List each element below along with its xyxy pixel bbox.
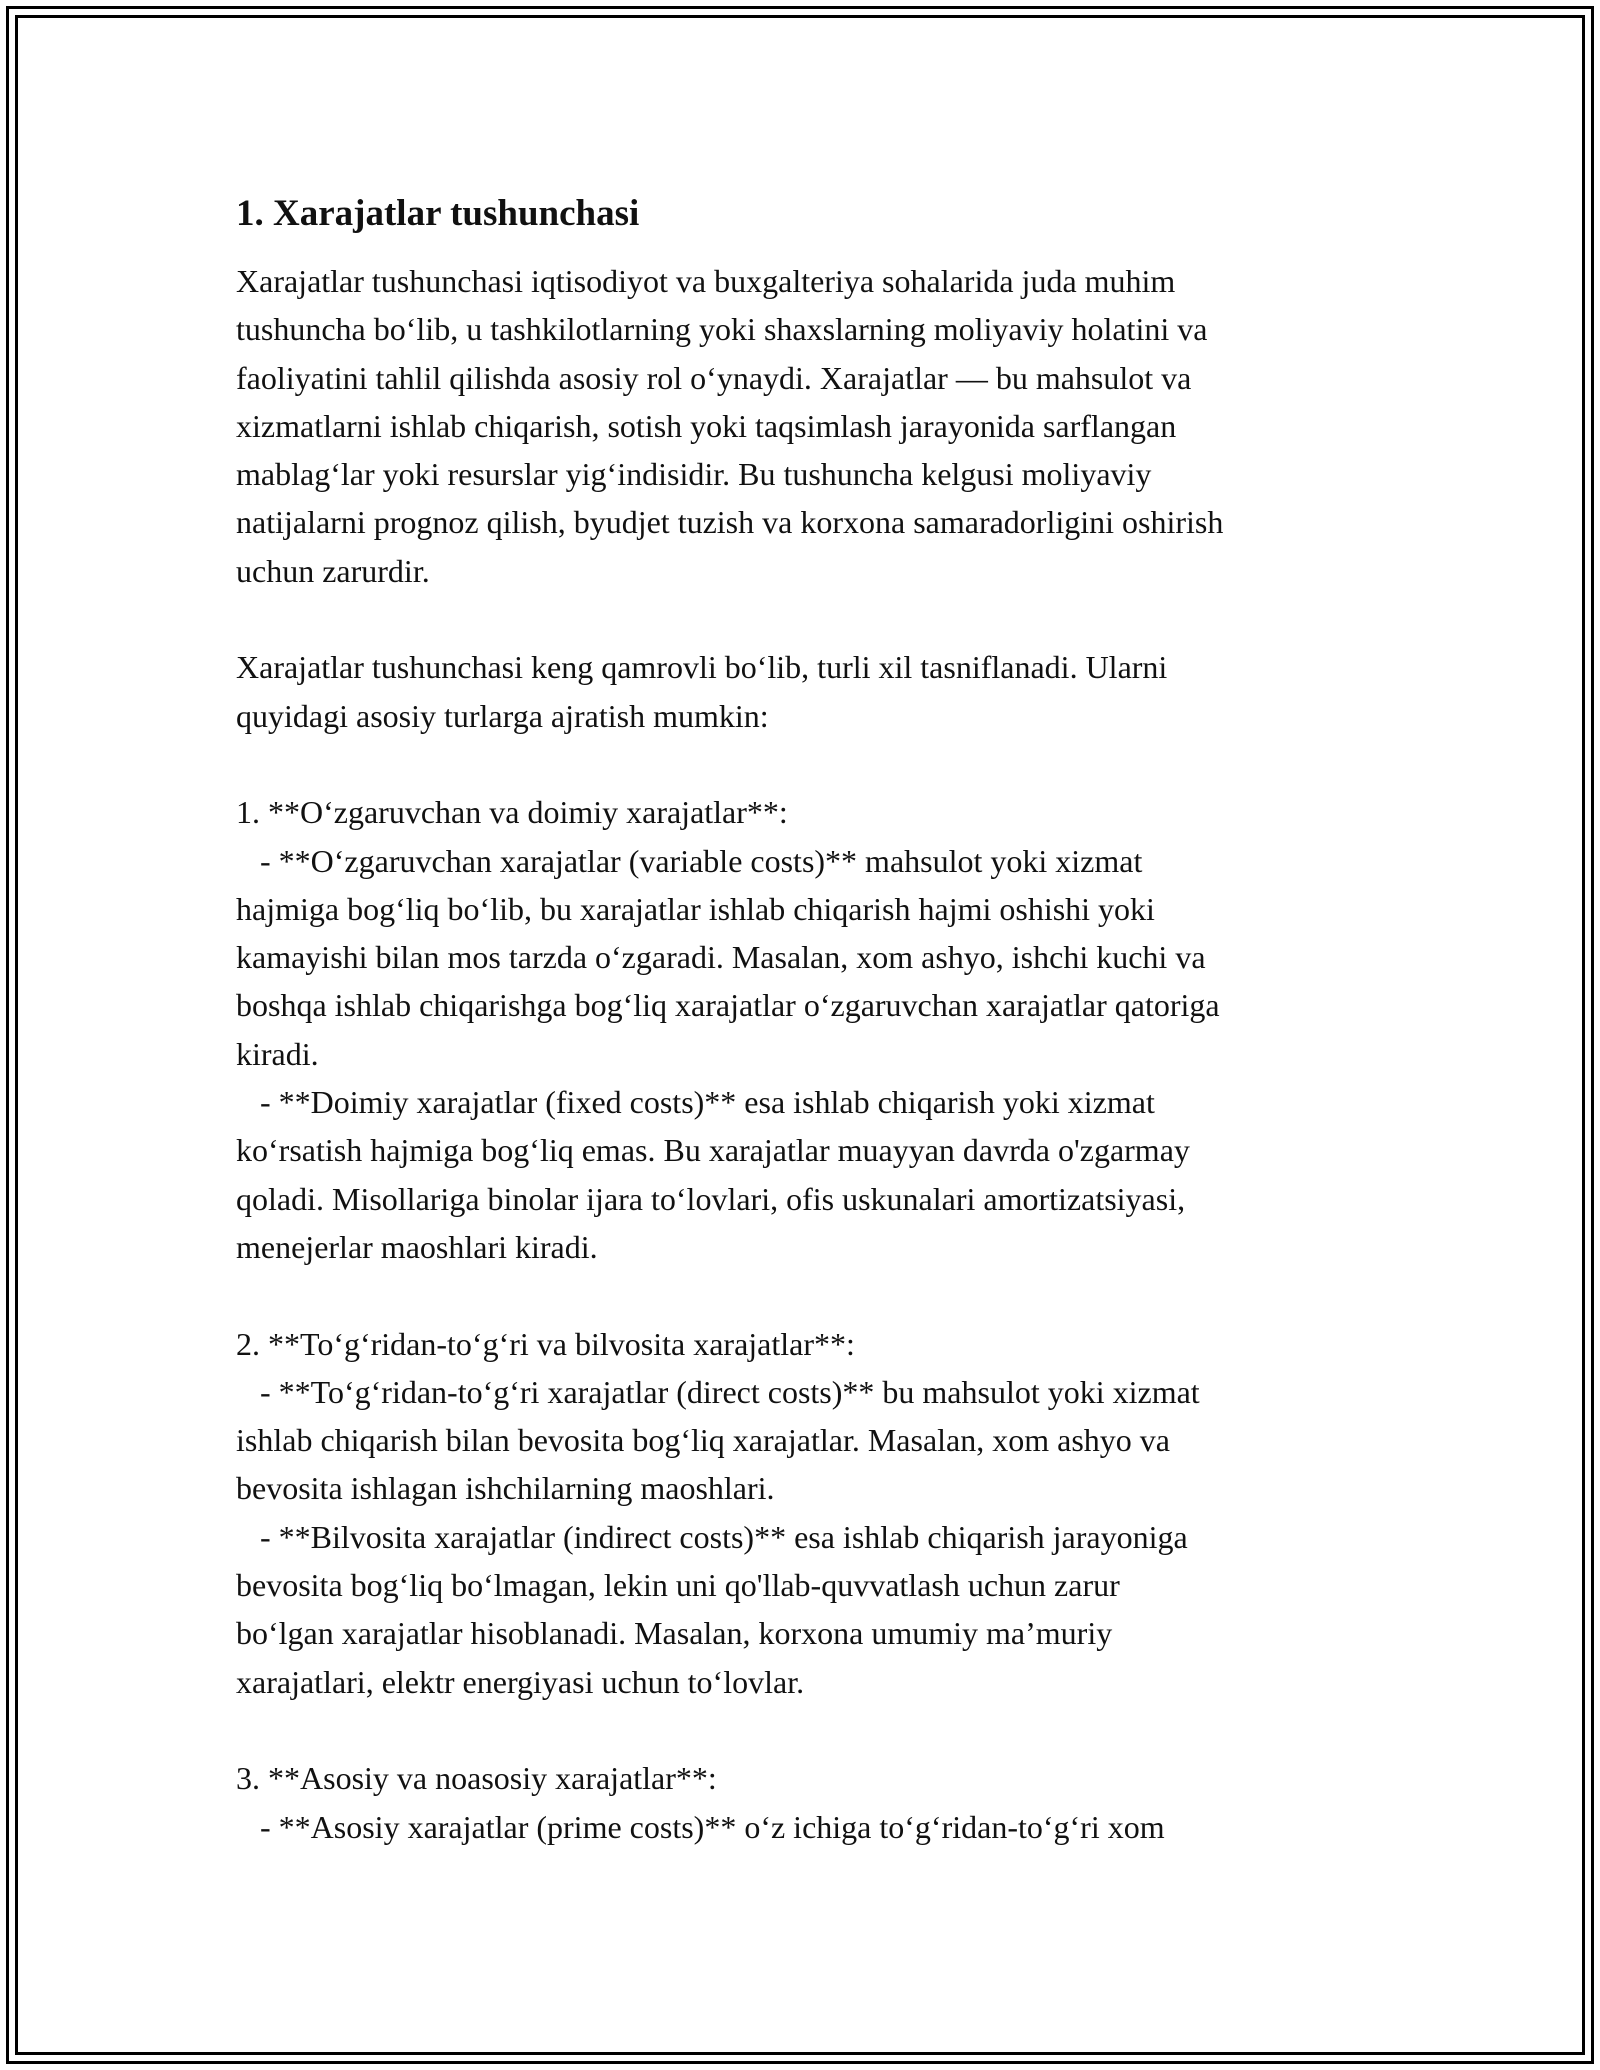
text-line: tushuncha bo‘lib, u tashkilotlarning yoki shaxslarning moliyaviy holatini va: [236, 311, 1208, 348]
text-line: 1. **O‘zgaruvchan va doimiy xarajatlar**:: [236, 794, 788, 831]
text-line: ishlab chiqarish bilan bevosita bog‘liq xarajatlar. Masalan, xom ashyo va: [236, 1422, 1170, 1459]
paragraph-gap: [236, 1271, 1376, 1319]
text-line: hajmiga bog‘liq bo‘lib, bu xarajatlar ishlab chiqarish hajmi oshishi yoki: [236, 890, 1155, 927]
document-body: [236, 186, 1376, 1851]
text-line: - **Bilvosita xarajatlar (indirect costs)** esa ishlab chiqarish jarayoniga: [236, 1518, 1188, 1555]
list-item-prime-nonprime: [236, 1754, 1376, 1851]
text-line: quyidagi asosiy turlarga ajratish mumkin:: [236, 697, 769, 734]
text-line: kamayishi bilan mos tarzda o‘zgaradi. Masalan, xom ashyo, ishchi kuchi va: [236, 939, 1206, 976]
text-line: menejerlar maoshlari kiradi.: [236, 1228, 598, 1265]
text-line: faoliyatini tahlil qilishda asosiy rol o‘ynaydi. Xarajatlar — bu mahsulot va: [236, 359, 1192, 396]
paragraph-gap: [236, 595, 1376, 643]
text-line: ko‘rsatish hajmiga bog‘liq emas. Bu xarajatlar muayyan davrda o'zgarmay: [236, 1132, 1190, 1169]
text-line: Xarajatlar tushunchasi keng qamrovli bo‘lib, turli xil tasniflanadi. Ularni: [236, 649, 1168, 686]
text-line: bevosita ishlagan ishchilarning maoshlari.: [236, 1470, 775, 1507]
intro-paragraph: [236, 257, 1376, 595]
text-line: kiradi.: [236, 1035, 319, 1072]
text-line: bevosita bog‘liq bo‘lmagan, lekin uni qo'llab-quvvatlash uchun zarur: [236, 1567, 1120, 1604]
paragraph-gap: [236, 1706, 1376, 1754]
text-line: uchun zarurdir.: [236, 552, 430, 589]
text-line: mablag‘lar yoki resurslar yig‘indisidir. Bu tushuncha kelgusi moliyaviy: [236, 456, 1152, 493]
text-line: - **Doimiy xarajatlar (fixed costs)** esa ishlab chiqarish yoki xizmat: [236, 1084, 1155, 1121]
text-line: xarajatlari, elektr energiyasi uchun to‘lovlar.: [236, 1663, 805, 1700]
text-line: natijalarni prognoz qilish, byudjet tuzish va korxona samaradorligini oshirish: [236, 504, 1224, 541]
list-item-direct-indirect: [236, 1320, 1376, 1706]
text-line: bo‘lgan xarajatlar hisoblanadi. Masalan, korxona umumiy ma’muriy: [236, 1615, 1113, 1652]
text-line: - **To‘g‘ridan-to‘g‘ri xarajatlar (direct costs)** bu mahsulot yoki xizmat: [236, 1373, 1200, 1410]
text-line: xizmatlarni ishlab chiqarish, sotish yoki taqsimlash jarayonida sarflangan: [236, 407, 1177, 444]
text-line: 3. **Asosiy va noasosiy xarajatlar**:: [236, 1760, 717, 1797]
text-line: qoladi. Misollariga binolar ijara to‘lovlari, ofis uskunalari amortizatsiyasi,: [236, 1180, 1186, 1217]
text-line: 2. **To‘g‘ridan-to‘g‘ri va bilvosita xarajatlar**:: [236, 1325, 855, 1362]
paragraph-gap: [236, 740, 1376, 788]
section-heading: 1. Xarajatlar tushunchasi: [236, 193, 640, 234]
text-line: boshqa ishlab chiqarishga bog‘liq xarajatlar o‘zgaruvchan xarajatlar qatoriga: [236, 987, 1220, 1024]
text-line: Xarajatlar tushunchasi iqtisodiyot va buxgalteriya sohalarida juda muhim: [236, 263, 1176, 299]
text-line: - **O‘zgaruvchan xarajatlar (variable costs)** mahsulot yoki xizmat: [236, 842, 1143, 879]
list-item-variable-fixed: [236, 788, 1376, 1271]
text-line: - **Asosiy xarajatlar (prime costs)** o‘z ichiga to‘g‘ridan-to‘g‘ri xom: [236, 1808, 1165, 1845]
classification-paragraph: [236, 643, 1376, 740]
